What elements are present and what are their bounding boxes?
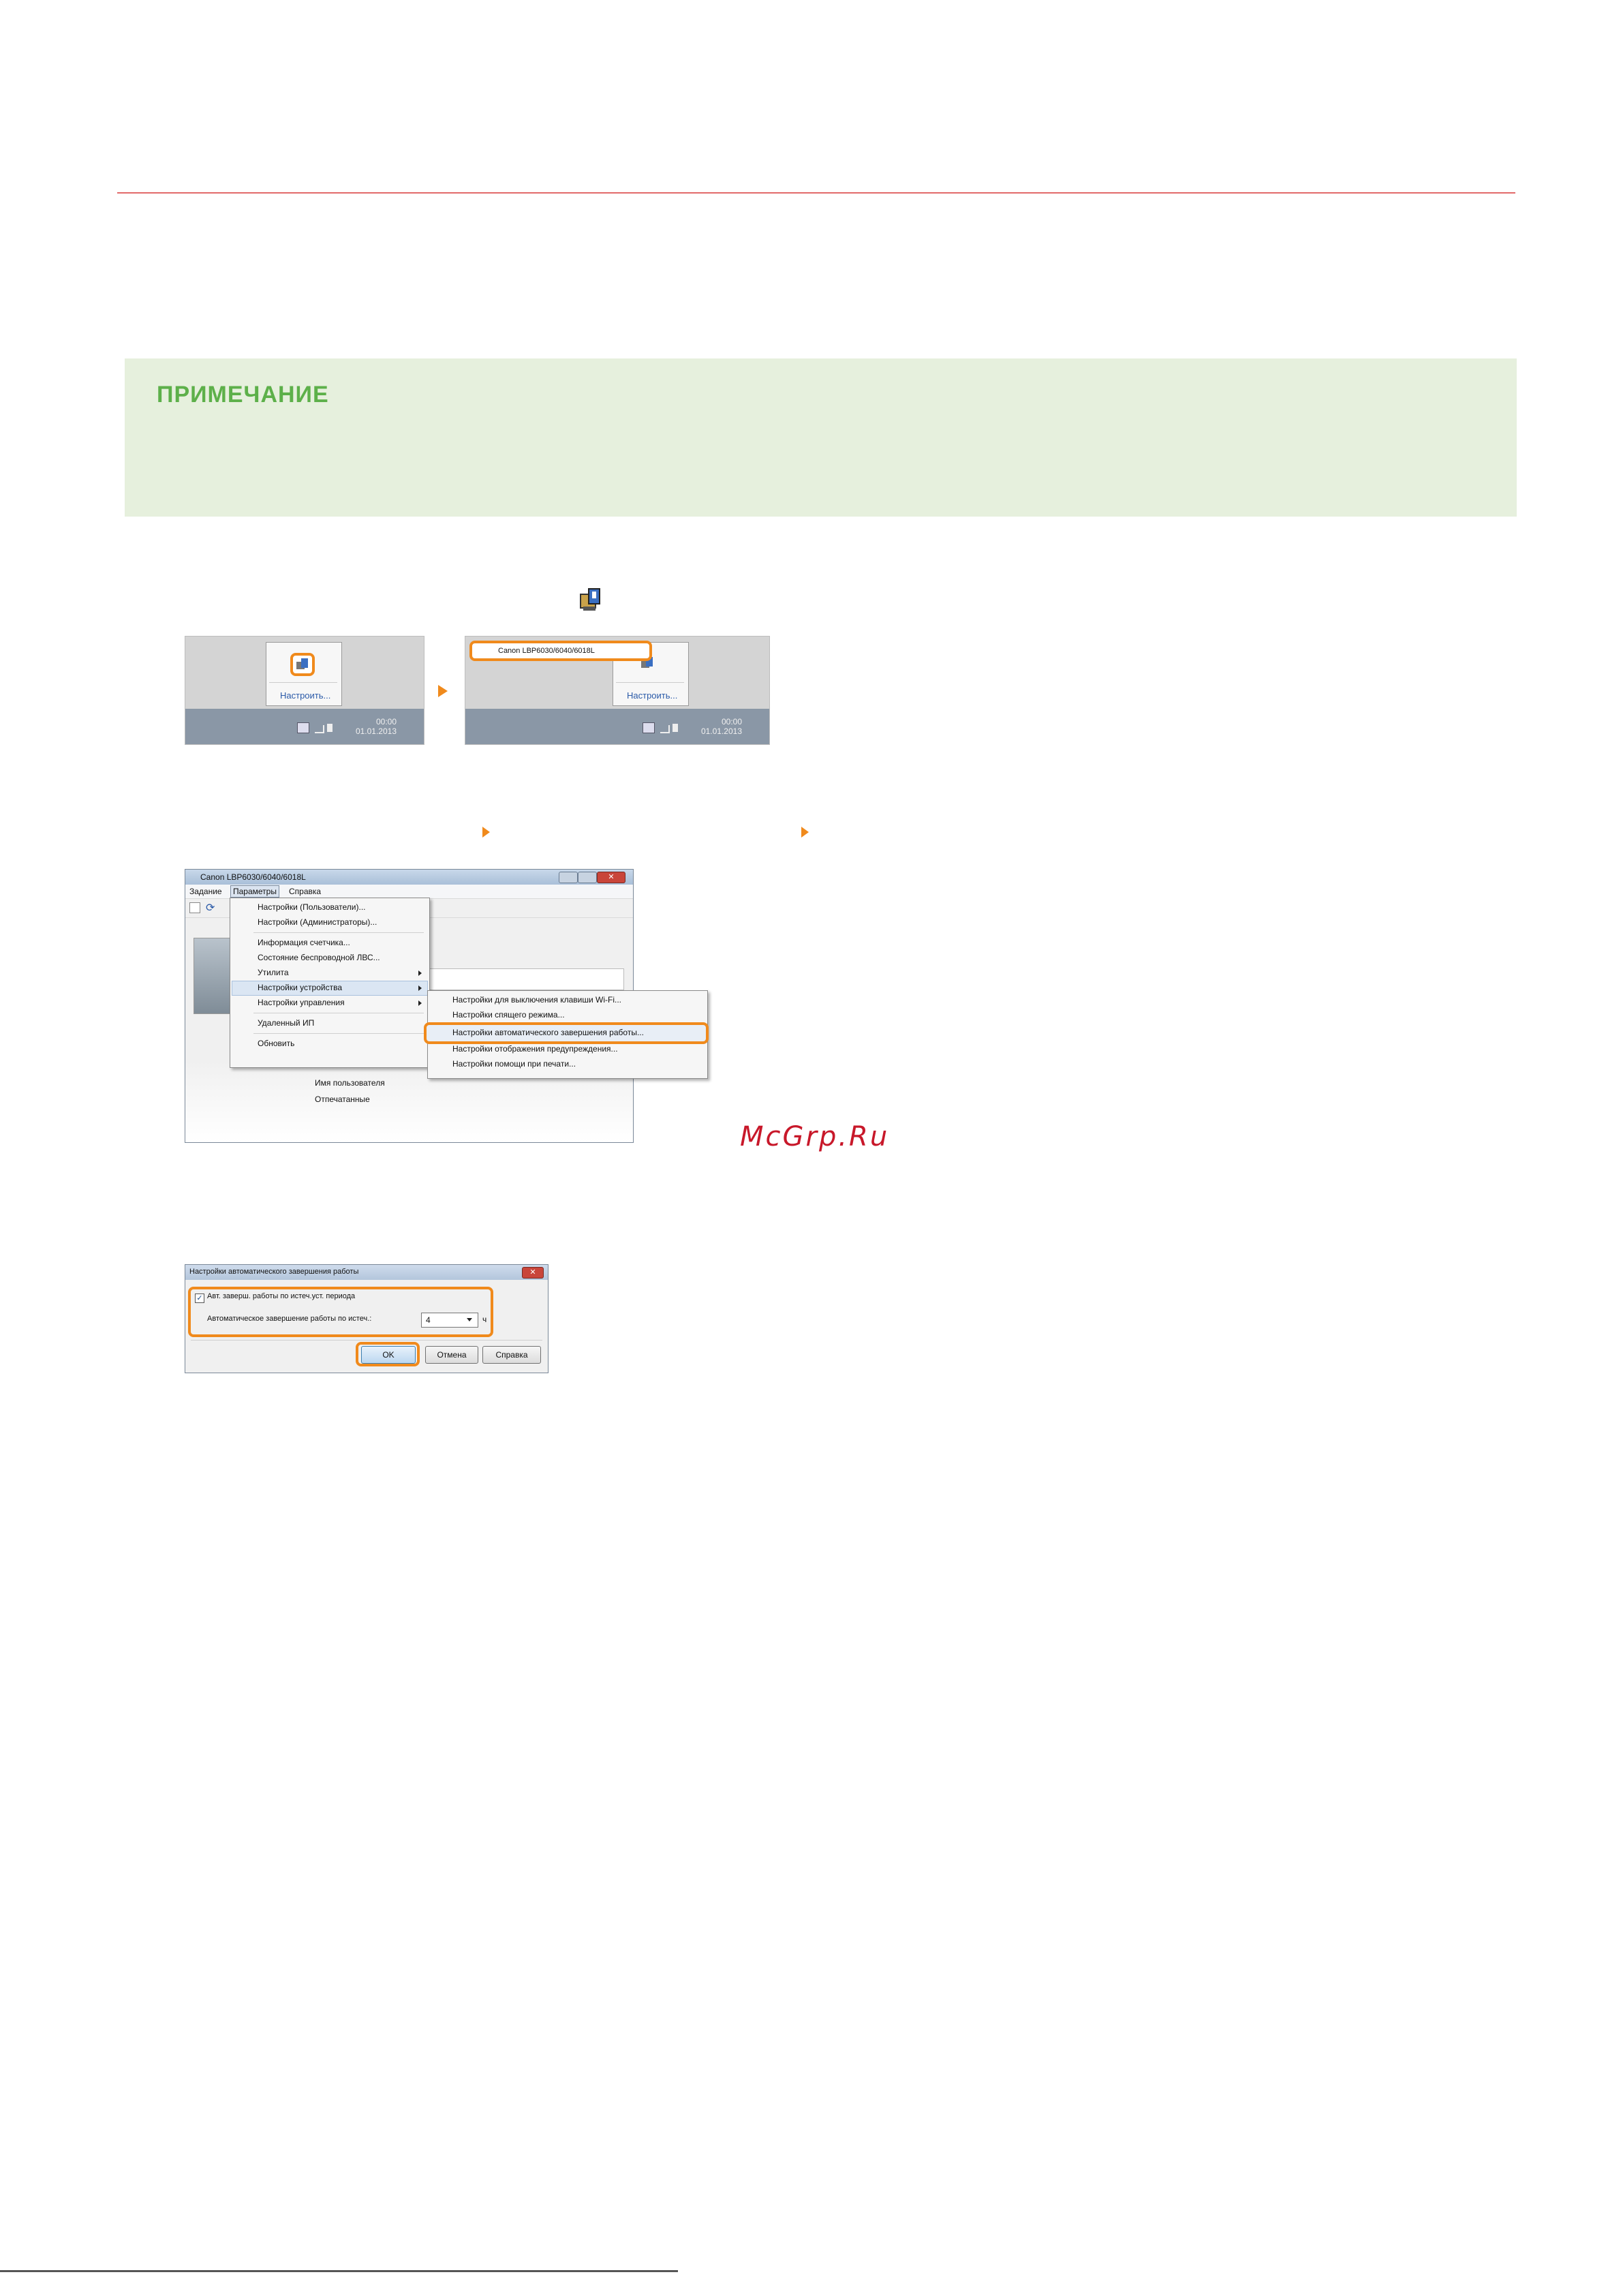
step-arrow-2b [801,827,809,838]
note-box [125,358,1517,517]
step-arrow-1 [438,685,448,697]
period-select[interactable]: 4 [421,1313,478,1328]
tray-screenshot-after: Настроить... Canon LBP6030/6040/6018L 00:00 01.01.2013 [465,636,770,745]
submenu-arrow-icon [418,985,422,991]
submenu-arrow-icon [418,970,422,976]
submenu-arrow-icon [418,1000,422,1006]
ok-button[interactable]: OK [361,1346,416,1364]
auto-shutdown-checkbox[interactable]: ✓ [195,1294,204,1303]
configure-link[interactable]: Настроить... [627,690,678,701]
submenu-item-print-assist[interactable]: Настройки помощи при печати... [452,1059,576,1069]
menu-item-admin-settings[interactable]: Настройки (Администраторы)... [258,917,377,927]
maximize-button[interactable] [578,872,597,883]
printer-menu-item[interactable]: Canon LBP6030/6040/6018L [469,641,652,661]
menu-item-management-settings[interactable]: Настройки управления [258,998,345,1007]
dialog-titlebar [185,1265,548,1280]
menu-item-refresh[interactable]: Обновить [258,1039,295,1048]
window-titlebar [185,870,633,885]
section-divider [117,192,1515,194]
watermark: McGrp.Ru [740,1121,890,1152]
tray-popup [266,642,342,706]
taskbar-tray-icons [297,722,338,733]
clock-time: 00:00 [375,717,397,726]
bg-printed-label: Отпечатанные [315,1095,370,1104]
menu-params[interactable]: Параметры [230,885,279,898]
tray-printer-icon-box[interactable] [290,653,315,676]
dialog-title: Настройки автоматического завершения работы [189,1268,359,1276]
menu-item-utility[interactable]: Утилита [258,968,289,977]
auto-shutdown-dialog [185,1264,548,1373]
dialog-close-button[interactable]: ✕ [522,1267,544,1279]
menu-item-user-settings[interactable]: Настройки (Пользователи)... [258,902,366,912]
menubar [185,885,633,899]
window-title: Canon LBP6030/6040/6018L [200,872,306,882]
period-unit: ч [482,1315,487,1324]
auto-shutdown-checkbox-label: Авт. заверш. работы по истеч.уст. периода [207,1292,356,1300]
chevron-down-icon [467,1318,472,1321]
toolbar-list-icon[interactable] [189,902,200,913]
close-button[interactable]: ✕ [597,872,625,883]
footer-rule [0,2270,678,2272]
help-button[interactable]: Справка [482,1346,541,1364]
printer-status-icon [579,587,602,613]
note-title: ПРИМЕЧАНИЕ [157,382,329,408]
clock-date: 01.01.2013 [355,726,397,736]
menu-item-remote-ui[interactable]: Удаленный ИП [258,1018,315,1028]
menu-item-wlan-status[interactable]: Состояние беспроводной ЛВС... [258,953,380,962]
device-settings-submenu [427,990,708,1079]
step-arrow-2a [482,827,490,838]
cancel-button[interactable]: Отмена [425,1346,478,1364]
minimize-button[interactable] [559,872,578,883]
params-menu [230,898,430,1068]
menu-help[interactable]: Справка [289,887,322,896]
status-window-screenshot [185,869,709,1142]
menu-job[interactable]: Задание [189,887,222,896]
submenu-item-warning-display[interactable]: Настройки отображения предупреждения... [452,1044,618,1054]
period-label: Автоматическое завершение работы по истеч.: [207,1315,372,1323]
refresh-icon[interactable]: ⟳ [206,902,215,914]
printer-icon [296,658,309,671]
menu-item-device-settings[interactable]: Настройки устройства [258,983,342,992]
submenu-item-wifi-key[interactable]: Настройки для выключения клавиши Wi-Fi... [452,995,622,1005]
network-icon [315,725,324,733]
bg-user-label: Имя пользователя [315,1078,385,1088]
tray-screenshot-before [185,636,424,745]
menu-item-counter-info[interactable]: Информация счетчика... [258,938,350,947]
configure-link[interactable]: Настроить... [280,690,331,701]
submenu-item-sleep[interactable]: Настройки спящего режима... [452,1010,565,1020]
submenu-item-auto-shutdown[interactable]: Настройки автоматического завершения работы... [452,1028,644,1037]
volume-icon [327,724,333,732]
taskbar [185,709,424,744]
